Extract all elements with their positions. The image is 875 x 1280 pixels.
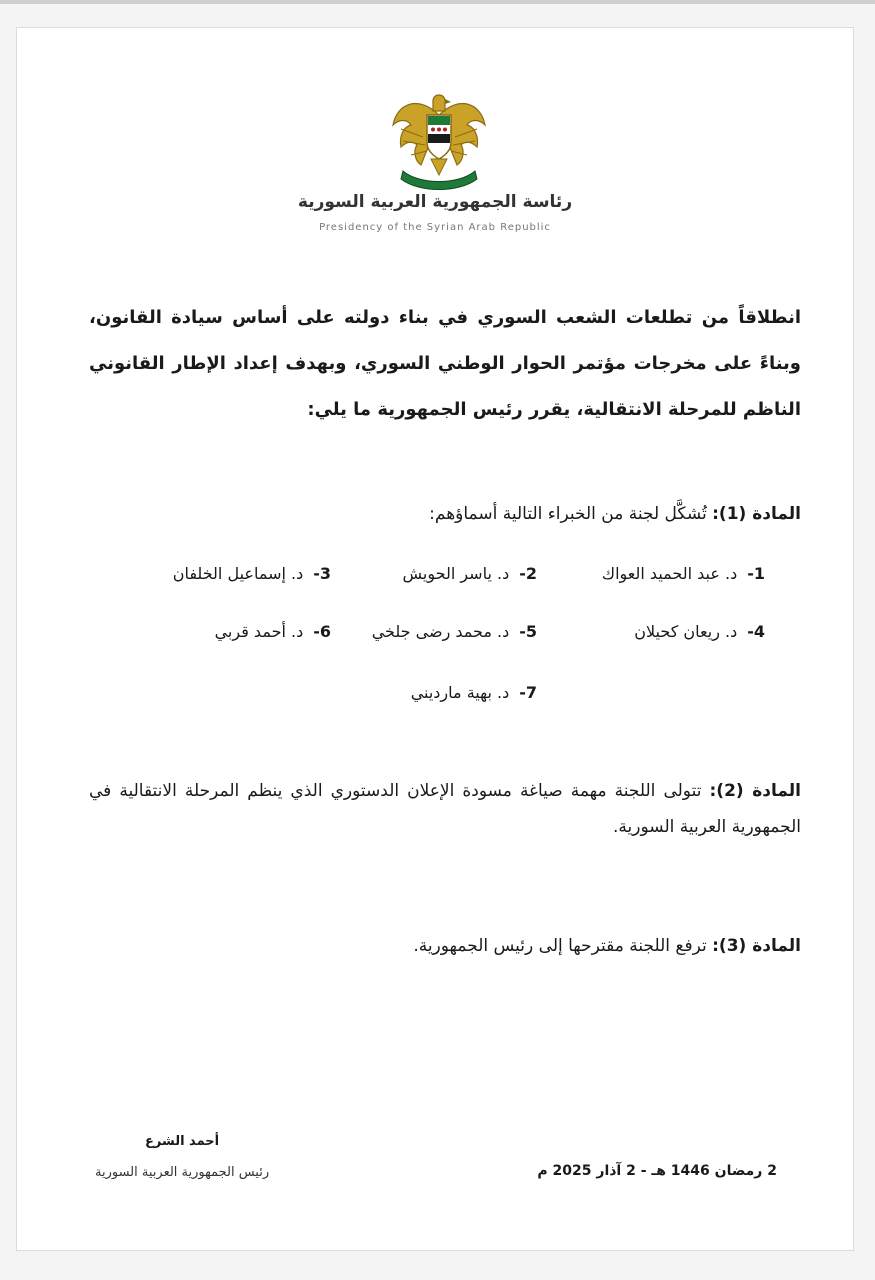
presidency-title-en: Presidency of the Syrian Arab Republic <box>319 222 551 233</box>
article-2-text: تتولى اللجنة مهمة صياغة مسودة الإعلان الدستوري الذي ينظم المرحلة الانتقالية في الجمهورية العربية السورية. <box>89 781 801 837</box>
article-2-label: المادة (2): <box>709 781 801 801</box>
member-1: 1-د. عبد الحميد العواك <box>601 564 765 583</box>
signer-name: أحمد الشرع <box>145 1134 220 1149</box>
article-3-label: المادة (3): <box>712 936 801 956</box>
decree-document <box>16 27 854 1251</box>
article-2 <box>89 773 801 845</box>
member-5: 5-د. محمد رضى جلخي <box>371 622 537 641</box>
member-6: 6-د. أحمد قربي <box>214 622 331 641</box>
article-1-text: تُشكَّل لجنة من الخبراء التالية أسماؤهم: <box>429 504 707 524</box>
member-3: 3-د. إسماعيل الخلفان <box>172 564 331 583</box>
decree-date: 2 رمضان 1446 هـ - 2 آذار 2025 م <box>537 1163 777 1179</box>
member-7: 7-د. بهية مارديني <box>410 683 537 702</box>
article-3 <box>89 928 801 964</box>
top-divider <box>0 0 875 4</box>
decree-preamble: انطلاقاً من تطلعات الشعب السوري في بناء دولته على أساس سيادة القانون، وبناءً على مخرجات مؤتمر الحوار الوطني السوري، وبهدف إعداد الإطار القانوني الناظم للمرحلة الانتقالية، يقرر رئيس الجمهورية ما يلي: <box>89 307 801 420</box>
article-1 <box>89 496 801 532</box>
member-2: 2-د. ياسر الحويش <box>402 564 537 583</box>
signer-title: رئيس الجمهورية العربية السورية <box>95 1165 270 1180</box>
article-1-label: المادة (1): <box>712 504 801 524</box>
syrian-eagle-emblem-icon <box>389 85 489 195</box>
presidency-title-ar: رئاسة الجمهورية العربية السورية <box>297 192 573 212</box>
article-3-text: ترفع اللجنة مقترحها إلى رئيس الجمهورية. <box>413 936 707 956</box>
member-4: 4-د. ريعان كحيلان <box>634 622 765 641</box>
